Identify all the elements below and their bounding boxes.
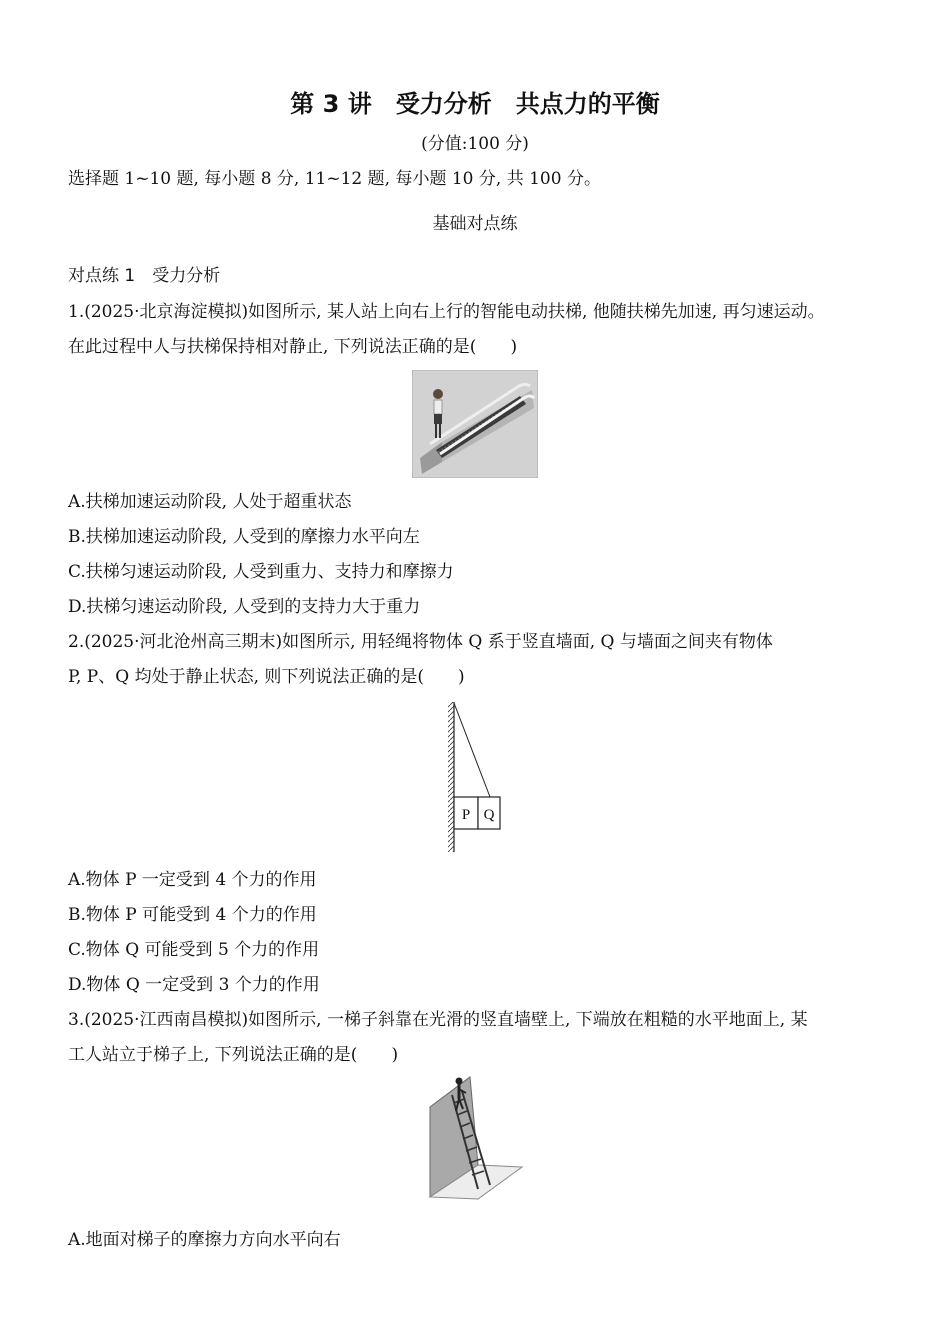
score-note: (分值:100 分) (421, 134, 529, 154)
q2-stem-line-2: P, P、Q 均处于静止状态, 则下列说法正确的是( ) (68, 667, 465, 687)
q2-option-d: D.物体 Q 一定受到 3 个力的作用 (68, 975, 320, 995)
q1-option-a: A.扶梯加速运动阶段, 人处于超重状态 (68, 492, 352, 512)
q1-option-c: C.扶梯匀速运动阶段, 人受到重力、支持力和摩擦力 (68, 562, 454, 582)
q1-option-d: D.扶梯匀速运动阶段, 人受到的支持力大于重力 (68, 597, 421, 617)
q3-stem-line-1: 3.(2025·江西南昌模拟)如图所示, 一梯子斜靠在光滑的竖直墙壁上, 下端放在粗糙的水平地面上, 某 (68, 1010, 808, 1030)
subsection-heading: 对点练 1 受力分析 (68, 266, 221, 286)
q1-stem-line-2: 在此过程中人与扶梯保持相对静止, 下列说法正确的是( ) (68, 337, 518, 357)
intro-text: 选择题 1~10 题, 每小题 8 分, 11~12 题, 每小题 10 分, 共 100 分。 (68, 169, 601, 189)
block-p-label: P (461, 807, 471, 823)
q1-option-b: B.扶梯加速运动阶段, 人受到的摩擦力水平向左 (68, 527, 420, 547)
q1-stem-line-1: 1.(2025·北京海淀模拟)如图所示, 某人站上向右上行的智能电动扶梯, 他随扶梯先加速, 再匀速运动。 (68, 302, 825, 322)
q2-option-c: C.物体 Q 可能受到 5 个力的作用 (68, 940, 320, 960)
page-title: 第 3 讲 受力分析 共点力的平衡 (290, 90, 660, 118)
section-heading: 基础对点练 (432, 214, 518, 234)
ladder-figure (426, 1075, 526, 1201)
q2-stem-line-1: 2.(2025·河北沧州高三期末)如图所示, 用轻绳将物体 Q 系于竖直墙面, Q 与墙面之间夹有物体 (68, 632, 773, 652)
q3-option-a: A.地面对梯子的摩擦力方向水平向右 (68, 1230, 341, 1250)
wall-blocks-figure (440, 700, 510, 856)
block-q-label: Q (483, 807, 495, 823)
escalator-figure (412, 370, 538, 478)
q2-option-b: B.物体 P 可能受到 4 个力的作用 (68, 905, 317, 925)
q2-option-a: A.物体 P 一定受到 4 个力的作用 (68, 870, 317, 890)
q3-stem-line-2: 工人站立于梯子上, 下列说法正确的是( ) (68, 1045, 399, 1065)
